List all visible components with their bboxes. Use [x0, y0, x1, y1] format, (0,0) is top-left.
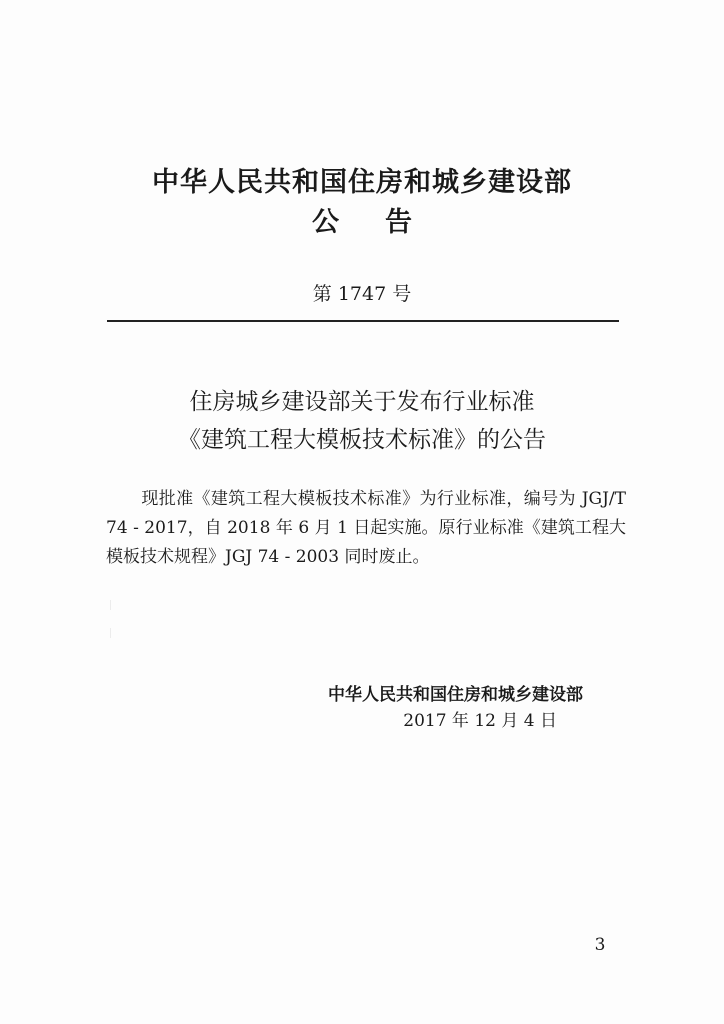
notice-heading-char-1: 公	[312, 207, 339, 238]
page-number: 3	[594, 935, 606, 955]
scan-artifact-mark	[110, 600, 117, 610]
signature-date: 2017 年 12 月 4 日	[403, 711, 557, 731]
header-divider	[107, 320, 619, 322]
body-paragraph: 现批准《建筑工程大模板技术标准》为行业标准，编号为 JGJ/T 74 - 2017，自 2018 年 6 月 1 日起实施。原行业标准《建筑工程大模板技术规程》JGJ 74 - 2003 同时废止。	[106, 489, 626, 567]
notice-subject	[0, 383, 724, 459]
notice-heading-char-2: 告	[385, 207, 412, 238]
notice-body	[106, 485, 626, 572]
bleed-through-artifact	[106, 571, 621, 583]
notice-heading	[0, 206, 724, 240]
scan-artifact-mark	[110, 628, 117, 638]
subject-line-2: 《建筑工程大模板技术标准》的公告	[178, 427, 546, 453]
notice-number: 第 1747 号	[312, 283, 412, 305]
ministry-title: 中华人民共和国住房和城乡建设部	[152, 167, 572, 198]
subject-line-1: 住房城乡建设部关于发布行业标准	[189, 389, 535, 415]
signature-organization: 中华人民共和国住房和城乡建设部	[328, 685, 583, 705]
